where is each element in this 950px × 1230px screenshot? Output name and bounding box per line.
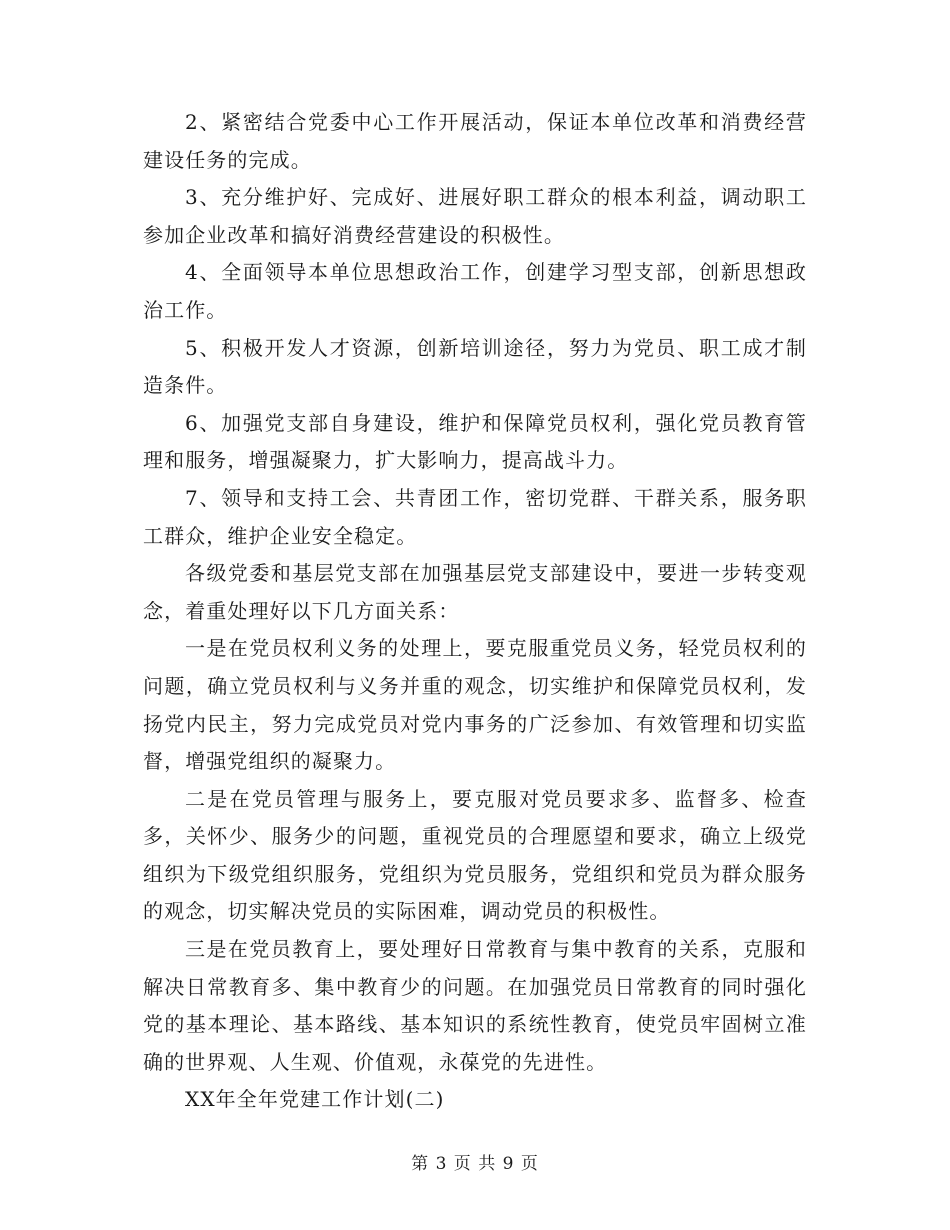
document-body (143, 104, 807, 1119)
paragraph-item-2: 2、紧密结合党委中心工作开展活动，保证本单位改革和消费经营建设任务的完成。 (143, 110, 807, 172)
paragraph-item-7: 7、领导和支持工会、共青团工作，密切党群、干群关系，服务职工群众，维护企业安全稳定。 (143, 485, 807, 548)
section-heading: XX年全年党建工作计划(二) (185, 1087, 445, 1112)
paragraph-point-three: 三是在党员教育上，要处理好日常教育与集中教育的关系，克服和解决日常教育多、集中教育少的问题。在加强党员日常教育的同时强化党的基本理论、基本路线、基本知识的系统性教育，使党员牢固树立准确的世界观、人生观、价值观，永葆党的先进性。 (143, 937, 807, 1074)
paragraph-point-one: 一是在党员权利义务的处理上，要克服重党员义务，轻党员权利的问题，确立党员权利与义务并重的观念，切实维护和保障党员权利，发扬党内民主，努力完成党员对党内事务的广泛参加、有效管理和切实监督，增强党组织的凝聚力。 (143, 636, 807, 774)
paragraph-item-3: 3、充分维护好、完成好、进展好职工群众的根本利益，调动职工参加企业改革和搞好消费经营建设的积极性。 (143, 185, 807, 247)
paragraph-item-5: 5、积极开发人才资源，创新培训途径，努力为党员、职工成才制造条件。 (143, 335, 807, 398)
paragraph-item-4: 4、全面领导本单位思想政治工作，创建学习型支部，创新思想政治工作。 (143, 260, 807, 322)
page-number-footer: 第 3 页 共 9 页 (411, 1154, 539, 1174)
paragraph-point-two: 二是在党员管理与服务上，要克服对党员要求多、监督多、检查多，关怀少、服务少的问题，重视党员的合理愿望和要求，确立上级党组织为下级党组织服务，党组织为党员服务，党组织和党员为群众服务的观念，切实解决党员的实际困难，调动党员的积极性。 (143, 786, 807, 924)
paragraph-item-6: 6、加强党支部自身建设，维护和保障党员权利，强化党员教育管理和服务，增强凝聚力，扩大影响力，提高战斗力。 (143, 410, 807, 473)
paragraph-relations-intro: 各级党委和基层党支部在加强基层党支部建设中，要进一步转变观念，着重处理好以下几方面关系： (143, 561, 807, 623)
